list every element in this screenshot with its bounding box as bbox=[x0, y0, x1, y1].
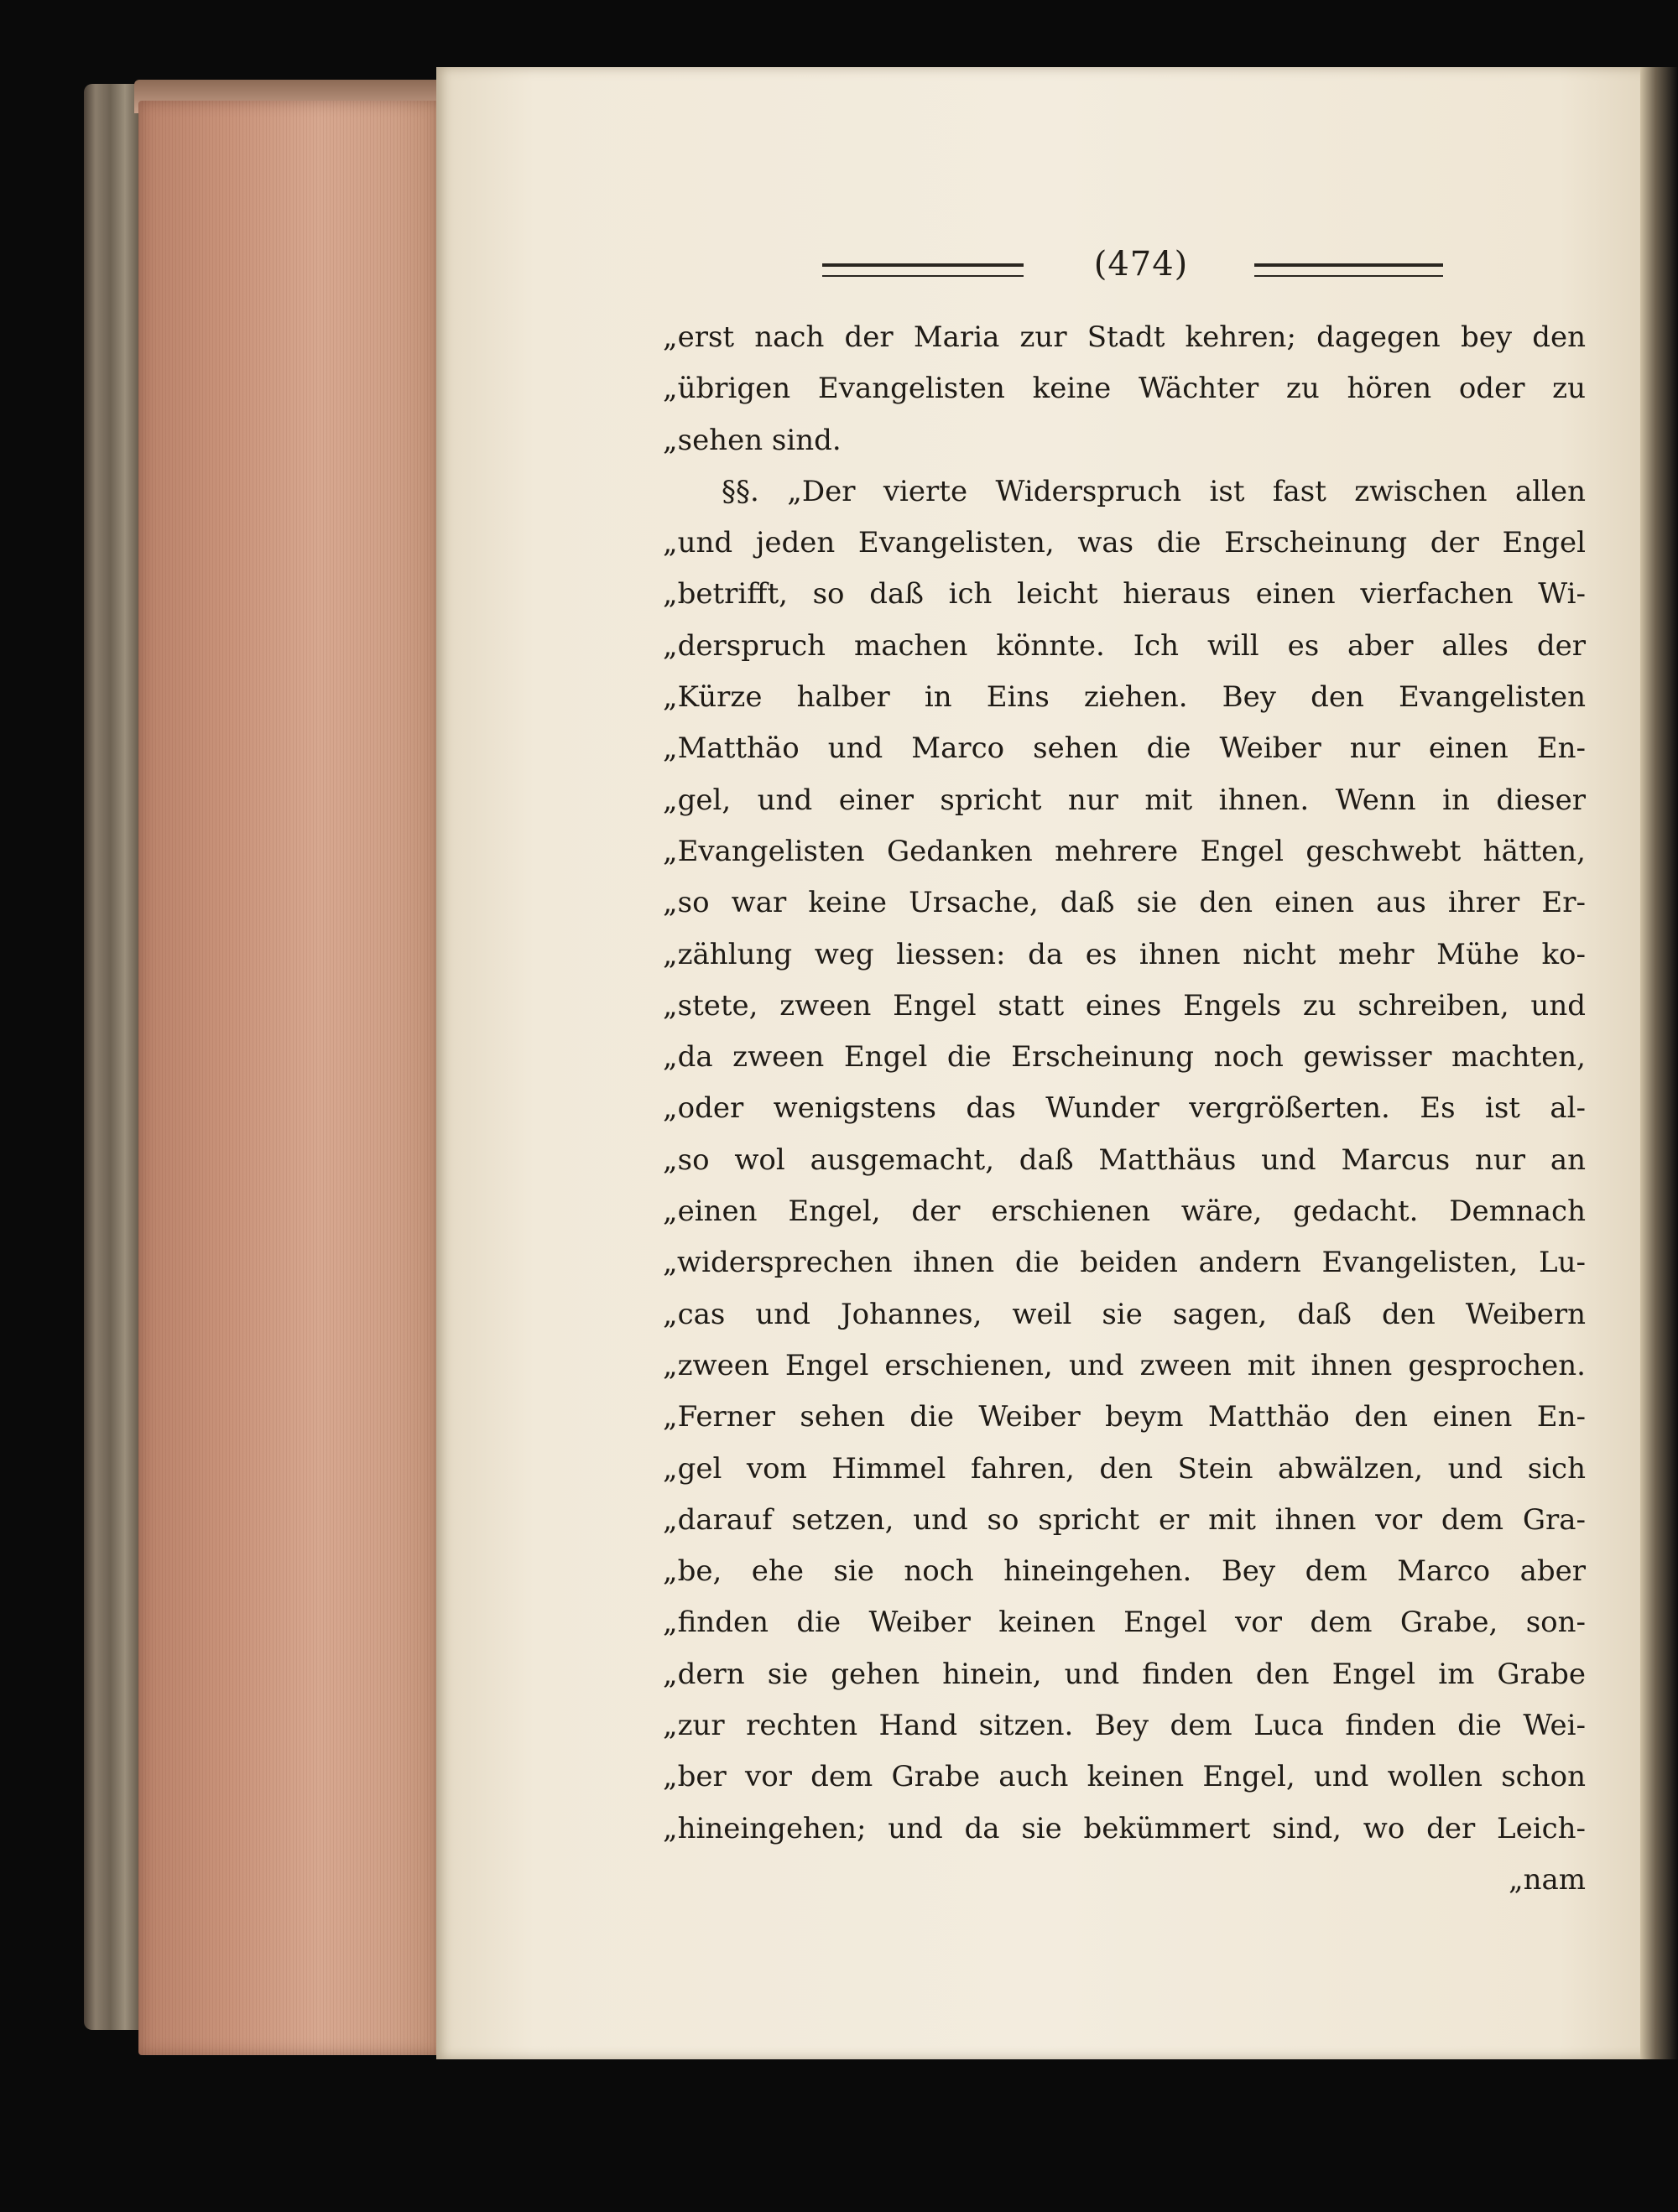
page-header bbox=[822, 245, 1443, 292]
header-rule-right bbox=[1254, 263, 1443, 277]
text-line: „betrifft, so daß ich leicht hieraus einen vierfachen Wi- bbox=[663, 577, 1586, 612]
text-line: „darauf setzen, und so spricht er mit ihnen vor dem Gra- bbox=[663, 1502, 1586, 1537]
text-line: „einen Engel, der erschienen wäre, gedacht. Demnach bbox=[663, 1194, 1586, 1229]
text-line: §§. „Der vierte Widerspruch ist fast zwischen allen bbox=[722, 474, 1586, 508]
page-edge-shadow bbox=[1640, 67, 1678, 2059]
text-line: „derspruch machen könnte. Ich will es aber alles der bbox=[663, 628, 1586, 663]
text-line: „so wol ausgemacht, daß Matthäus und Marcus nur an bbox=[663, 1142, 1586, 1177]
text-line: „sehen sind. bbox=[663, 423, 842, 457]
text-line: „da zween Engel die Erscheinung noch gewisser machten, bbox=[663, 1040, 1586, 1075]
text-line: „hineingehen; und da sie bekümmert sind, wo der Leich- bbox=[663, 1811, 1586, 1845]
page-number: (474) bbox=[1093, 245, 1189, 284]
text-line: „zur rechten Hand sitzen. Bey dem Luca finden die Wei- bbox=[663, 1709, 1586, 1743]
text-line: „und jeden Evangelisten, was die Erscheinung der Engel bbox=[663, 526, 1586, 560]
catchword: „nam bbox=[1508, 1862, 1586, 1897]
text-line: „so war keine Ursache, daß sie den einen aus ihrer Er- bbox=[663, 886, 1586, 920]
text-line: „Evangelisten Gedanken mehrere Engel geschwebt hätten, bbox=[663, 834, 1586, 868]
book-cover-edge bbox=[84, 84, 143, 2030]
text-line: „übrigen Evangelisten keine Wächter zu hören oder zu bbox=[663, 372, 1586, 406]
text-line: „Matthäo und Marco sehen die Weiber nur einen En- bbox=[663, 731, 1586, 766]
header-rule-left bbox=[822, 263, 1024, 277]
text-line: „ber vor dem Grabe auch keinen Engel, und wollen schon bbox=[663, 1760, 1586, 1794]
text-line: „zween Engel erschienen, und zween mit ihnen gesprochen. bbox=[663, 1348, 1586, 1382]
text-line: „Ferner sehen die Weiber beym Matthäo den einen En- bbox=[663, 1400, 1586, 1434]
page-fore-edge bbox=[138, 101, 440, 2055]
text-line: „cas und Johannes, weil sie sagen, daß den Weibern bbox=[663, 1297, 1586, 1331]
text-line: „dern sie gehen hinein, und finden den Engel im Grabe bbox=[663, 1657, 1586, 1691]
text-line: „Kürze halber in Eins ziehen. Bey den Evangelisten bbox=[663, 680, 1586, 715]
text-line: „stete, zween Engel statt eines Engels zu schreiben, und bbox=[663, 988, 1586, 1023]
text-line: „zählung weg liessen: da es ihnen nicht mehr Mühe ko- bbox=[663, 937, 1586, 971]
text-line: „finden die Weiber keinen Engel vor dem Grabe, son- bbox=[663, 1606, 1586, 1640]
text-line: „gel, und einer spricht nur mit ihnen. Wenn in dieser bbox=[663, 783, 1586, 817]
text-line: „widersprechen ihnen die beiden andern Evangelisten, Lu- bbox=[663, 1246, 1586, 1280]
page-body-text bbox=[663, 312, 1586, 1906]
text-line: „erst nach der Maria zur Stadt kehren; dagegen bey den bbox=[663, 320, 1586, 354]
text-line: „be, ehe sie noch hineingehen. Bey dem Marco aber bbox=[663, 1554, 1586, 1589]
text-line: „gel vom Himmel fahren, den Stein abwälzen, und sich bbox=[663, 1451, 1586, 1486]
text-line: „oder wenigstens das Wunder vergrößerten. Es ist al- bbox=[663, 1091, 1586, 1126]
